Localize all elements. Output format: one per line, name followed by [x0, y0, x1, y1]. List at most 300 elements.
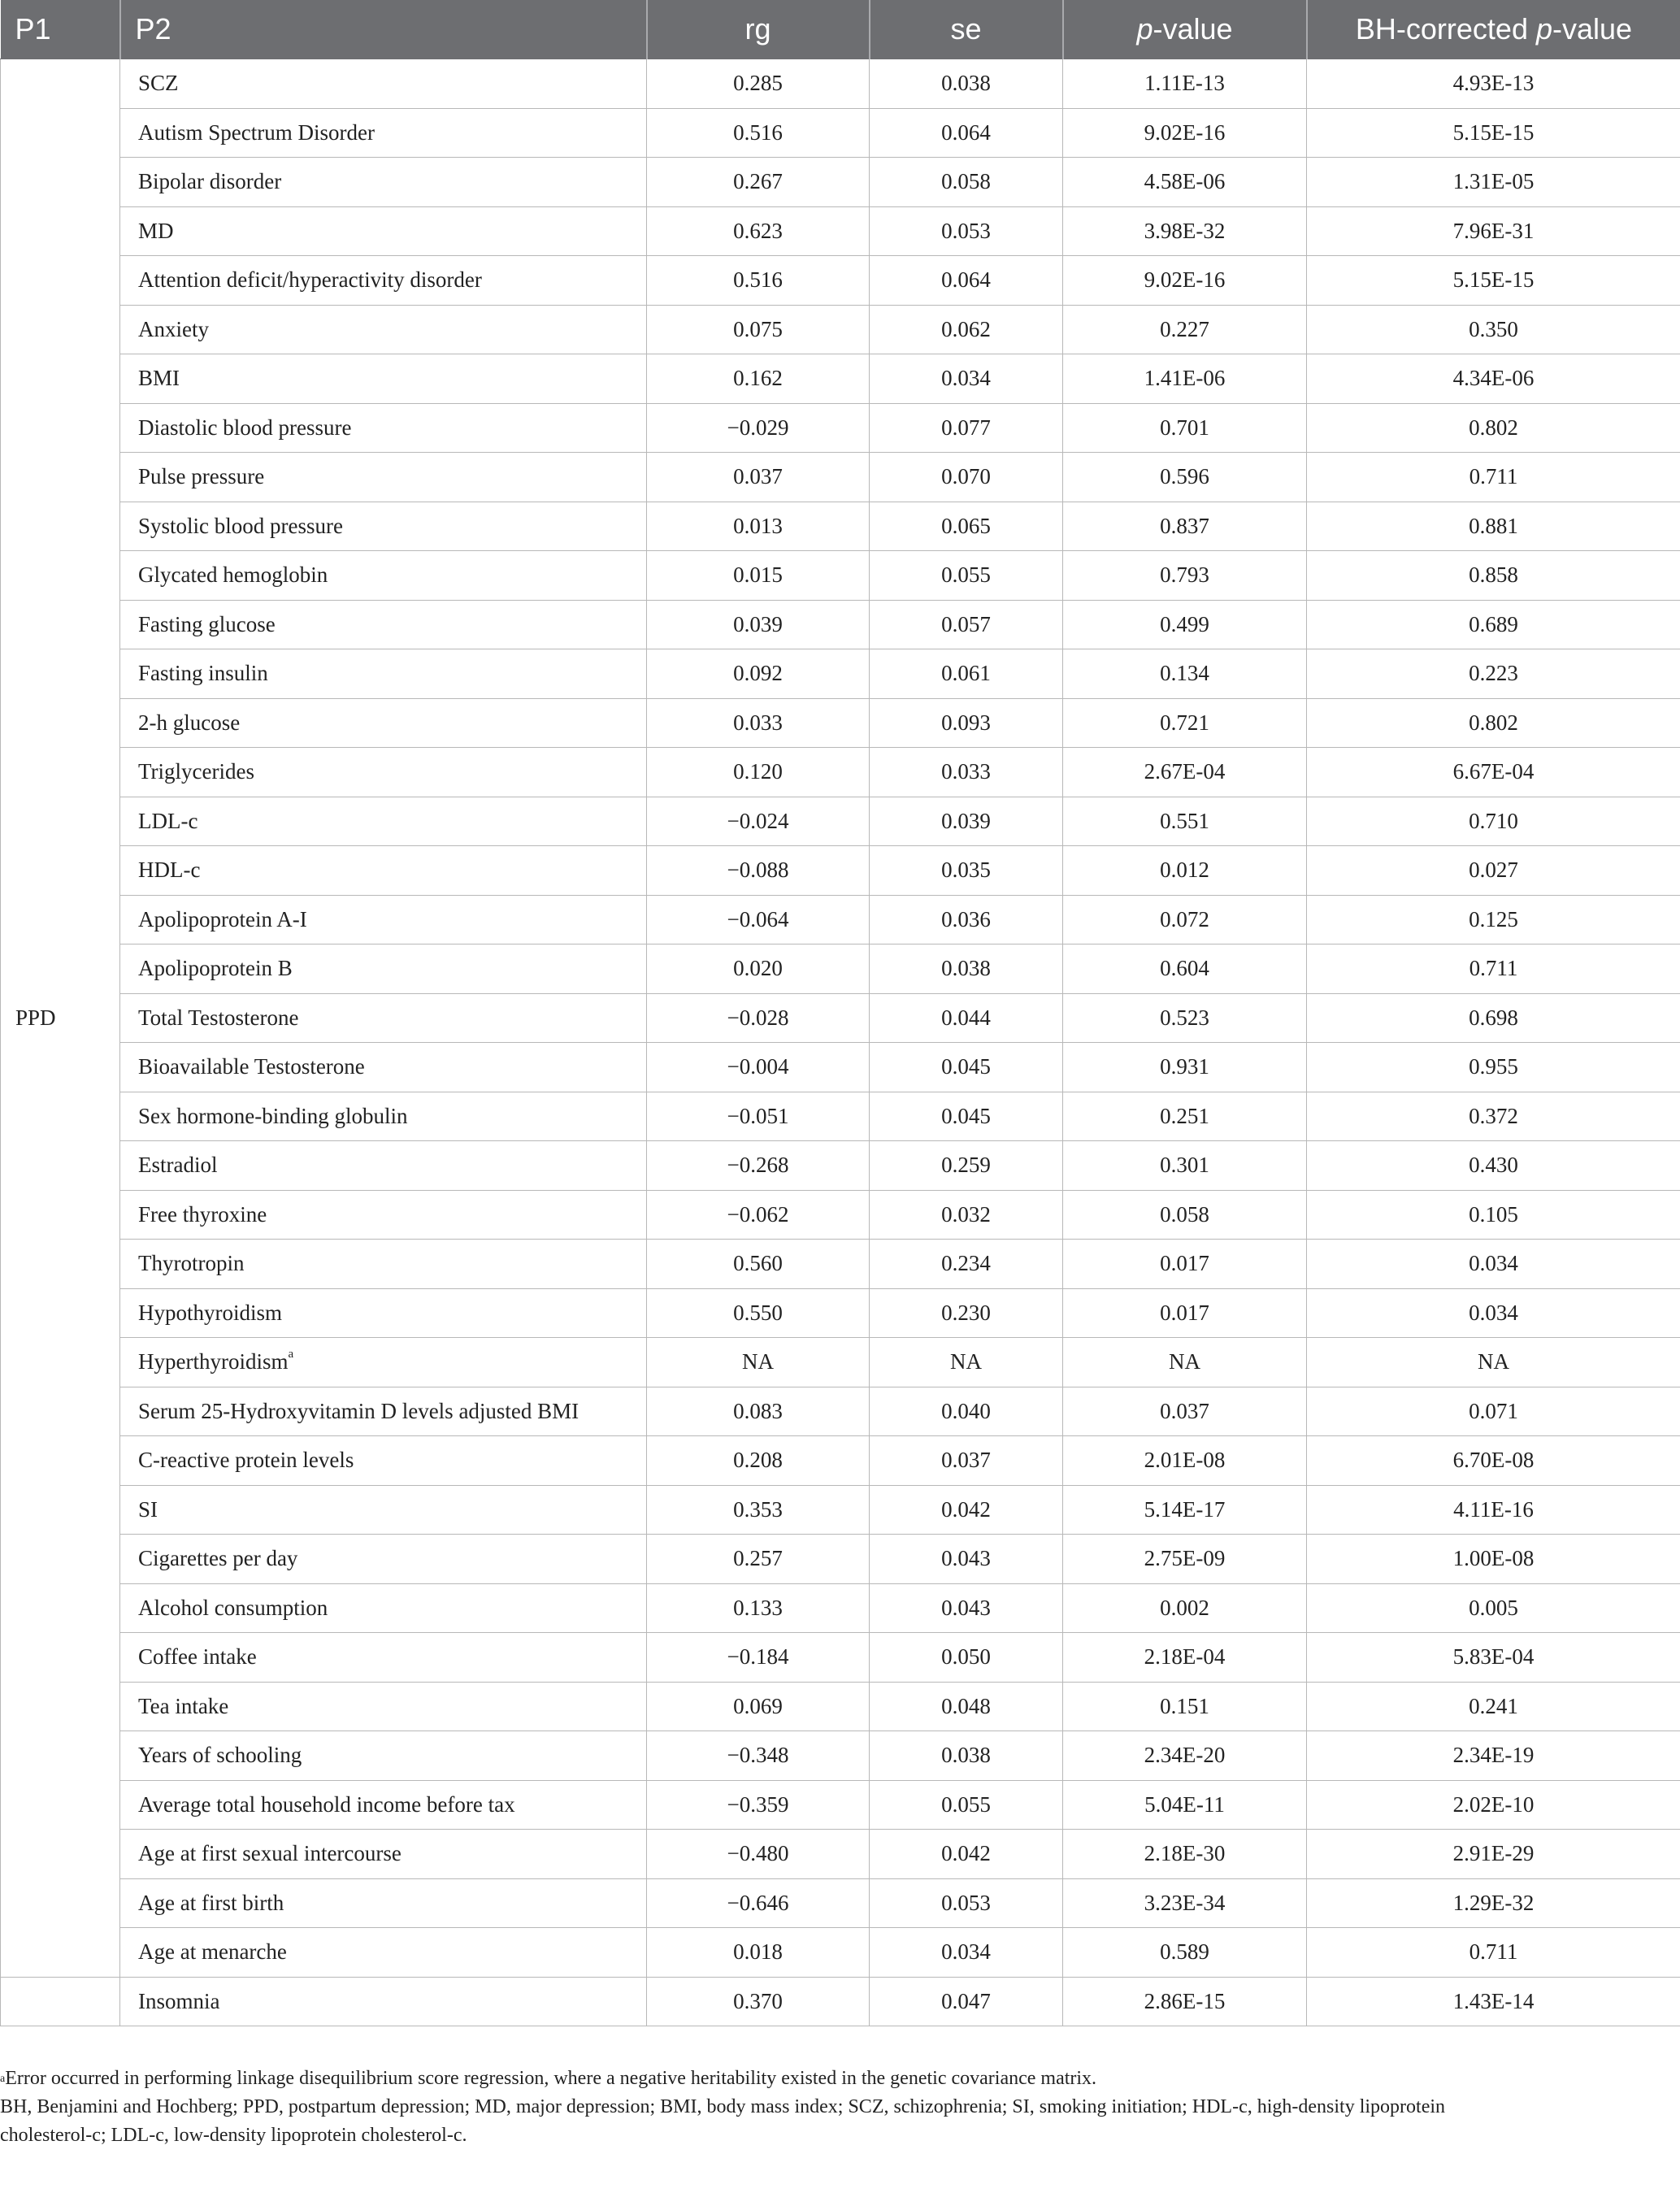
bh-pvalue-cell: 0.350 [1307, 305, 1680, 354]
table-row [1, 403, 1680, 453]
se-cell: 0.034 [870, 1928, 1063, 1978]
table-row [1, 1387, 1680, 1436]
p2-cell [120, 1780, 647, 1830]
se-cell: 0.234 [870, 1240, 1063, 1289]
se-cell: 0.042 [870, 1830, 1063, 1879]
p2-label: Years of schooling [138, 1743, 302, 1768]
p2-cell [120, 1240, 647, 1289]
p2-label: Hyperthyroidism [138, 1349, 289, 1374]
p2-cell [120, 1043, 647, 1092]
pvalue-cell: 2.18E-30 [1063, 1830, 1307, 1879]
se-cell: 0.038 [870, 944, 1063, 994]
table-row [1, 1682, 1680, 1731]
se-cell: 0.055 [870, 551, 1063, 601]
se-cell: 0.037 [870, 1436, 1063, 1486]
se-cell: 0.055 [870, 1780, 1063, 1830]
pvalue-cell: 0.012 [1063, 846, 1307, 896]
header-pvalue-rest: -value [1153, 12, 1233, 46]
se-cell: 0.040 [870, 1387, 1063, 1436]
p1-cell [1, 1977, 120, 2026]
p2-cell [120, 1878, 647, 1928]
p2-label: Hypothyroidism [138, 1300, 283, 1325]
p2-cell [120, 1288, 647, 1338]
rg-cell: −0.064 [647, 895, 870, 944]
table-row [1, 1240, 1680, 1289]
p2-label: Anxiety [138, 316, 209, 341]
table-row [1, 1190, 1680, 1240]
footnote-abbreviations-2: cholesterol-c; LDL-c, low-density lipoprotein cholesterol-c. [0, 2125, 467, 2146]
pvalue-cell: 0.017 [1063, 1240, 1307, 1289]
se-cell: 0.038 [870, 1731, 1063, 1781]
p2-cell [120, 1190, 647, 1240]
bh-pvalue-cell: 0.698 [1307, 993, 1680, 1043]
bh-pvalue-cell: 0.711 [1307, 944, 1680, 994]
se-cell: 0.045 [870, 1043, 1063, 1092]
table-row [1, 1338, 1680, 1387]
table-row [1, 600, 1680, 649]
rg-cell: 0.039 [647, 600, 870, 649]
header-p1: P1 [1, 0, 120, 59]
se-cell: 0.033 [870, 748, 1063, 797]
table-row [1, 1780, 1680, 1830]
header-pvalue [1063, 0, 1307, 59]
se-cell: 0.058 [870, 158, 1063, 207]
se-cell: 0.053 [870, 1878, 1063, 1928]
bh-pvalue-cell: 0.881 [1307, 502, 1680, 551]
se-cell: 0.047 [870, 1977, 1063, 2026]
se-cell: 0.043 [870, 1535, 1063, 1584]
p2-cell [120, 600, 647, 649]
pvalue-cell: 2.67E-04 [1063, 748, 1307, 797]
bh-pvalue-cell: 4.93E-13 [1307, 59, 1680, 109]
table-row [1, 305, 1680, 354]
table-row [1, 1535, 1680, 1584]
p2-cell [120, 256, 647, 306]
rg-cell: −0.028 [647, 993, 870, 1043]
p2-cell [120, 944, 647, 994]
pvalue-cell: 0.793 [1063, 551, 1307, 601]
se-cell: 0.061 [870, 649, 1063, 699]
se-cell: 0.042 [870, 1485, 1063, 1535]
p2-label: HDL-c [138, 858, 201, 883]
table-row [1, 158, 1680, 207]
p2-cell [120, 895, 647, 944]
pvalue-cell: 5.14E-17 [1063, 1485, 1307, 1535]
p2-label: BMI [138, 366, 180, 391]
se-cell: 0.057 [870, 600, 1063, 649]
pvalue-cell: 0.058 [1063, 1190, 1307, 1240]
pvalue-cell: 0.151 [1063, 1682, 1307, 1731]
rg-cell: −0.480 [647, 1830, 870, 1879]
p2-label: Tea intake [138, 1693, 229, 1718]
p2-label: Average total household income before tax [138, 1791, 515, 1817]
bh-pvalue-cell: 5.15E-15 [1307, 256, 1680, 306]
table-row [1, 108, 1680, 158]
p2-label: Apolipoprotein B [138, 956, 293, 981]
table-row [1, 846, 1680, 896]
bh-pvalue-cell: 0.372 [1307, 1092, 1680, 1141]
pvalue-cell: 0.134 [1063, 649, 1307, 699]
p2-cell [120, 1633, 647, 1683]
p2-label: C-reactive protein levels [138, 1448, 354, 1473]
p2-cell [120, 1387, 647, 1436]
table-row [1, 748, 1680, 797]
table-row [1, 944, 1680, 994]
p2-cell [120, 354, 647, 404]
bh-pvalue-cell: 1.29E-32 [1307, 1878, 1680, 1928]
p2-cell [120, 502, 647, 551]
pvalue-cell: 0.551 [1063, 797, 1307, 846]
header-row [1, 0, 1680, 59]
bh-pvalue-cell: 4.11E-16 [1307, 1485, 1680, 1535]
rg-cell: 0.133 [647, 1583, 870, 1633]
pvalue-cell: 0.523 [1063, 993, 1307, 1043]
p2-label: SCZ [138, 71, 179, 96]
se-cell: 0.045 [870, 1092, 1063, 1141]
bh-pvalue-cell: 7.96E-31 [1307, 206, 1680, 256]
pvalue-cell: 2.01E-08 [1063, 1436, 1307, 1486]
p2-label: Fasting glucose [138, 611, 276, 636]
bh-pvalue-cell: 1.00E-08 [1307, 1535, 1680, 1584]
se-cell: 0.065 [870, 502, 1063, 551]
header-rg: rg [647, 0, 870, 59]
p2-cell [120, 846, 647, 896]
rg-cell: −0.024 [647, 797, 870, 846]
pvalue-cell: 0.072 [1063, 895, 1307, 944]
bh-pvalue-cell: 0.125 [1307, 895, 1680, 944]
se-cell: 0.036 [870, 895, 1063, 944]
pvalue-cell: 0.301 [1063, 1141, 1307, 1191]
bh-pvalue-cell: 0.689 [1307, 600, 1680, 649]
p2-cell [120, 1535, 647, 1584]
p2-label: Diastolic blood pressure [138, 415, 352, 440]
p2-cell [120, 698, 647, 748]
rg-cell: −0.268 [647, 1141, 870, 1191]
table-row [1, 354, 1680, 404]
table-header [1, 0, 1680, 59]
se-cell: 0.032 [870, 1190, 1063, 1240]
se-cell: 0.259 [870, 1141, 1063, 1191]
rg-cell: 0.015 [647, 551, 870, 601]
bh-pvalue-cell: 0.034 [1307, 1288, 1680, 1338]
bh-pvalue-cell: 0.027 [1307, 846, 1680, 896]
p2-label: Systolic blood pressure [138, 513, 343, 538]
p2-label: Triglycerides [138, 759, 254, 784]
p2-label: Apolipoprotein A-I [138, 906, 307, 931]
rg-cell: 0.075 [647, 305, 870, 354]
p2-cell: Insomnia [120, 1977, 647, 2026]
se-cell: 0.064 [870, 256, 1063, 306]
rg-cell: 0.033 [647, 698, 870, 748]
p2-label: Age at first birth [138, 1890, 284, 1915]
p2-label: Total Testosterone [138, 1005, 299, 1030]
rg-cell: −0.359 [647, 1780, 870, 1830]
rg-cell: 0.353 [647, 1485, 870, 1535]
se-cell: 0.034 [870, 354, 1063, 404]
footnote-abbreviations-1: BH, Benjamini and Hochberg; PPD, postpartum depression; MD, major depression; BMI, body mass index; SCZ, schizophrenia; SI, smoking initiation; HDL-c, high-density lipoprotein [0, 2096, 1446, 2117]
p2-cell [120, 158, 647, 207]
p2-cell [120, 551, 647, 601]
p1-group-cell: PPD [1, 59, 120, 1978]
rg-cell: NA [647, 1338, 870, 1387]
rg-cell: −0.646 [647, 1878, 870, 1928]
bh-pvalue-cell: 0.105 [1307, 1190, 1680, 1240]
rg-cell: −0.062 [647, 1190, 870, 1240]
table-row [1, 256, 1680, 306]
pvalue-cell: 0.227 [1063, 305, 1307, 354]
se-cell: 0.039 [870, 797, 1063, 846]
se-cell: 0.048 [870, 1682, 1063, 1731]
se-cell: 0.062 [870, 305, 1063, 354]
rg-cell: 0.018 [647, 1928, 870, 1978]
table-row [1, 1092, 1680, 1141]
bh-pvalue-cell: 6.67E-04 [1307, 748, 1680, 797]
rg-cell: 0.069 [647, 1682, 870, 1731]
footnote-a-text: Error occurred in performing linkage disequilibrium score regression, where a negative heritability existed in the genetic covariance matrix. [5, 2068, 1097, 2089]
pvalue-cell: 4.58E-06 [1063, 158, 1307, 207]
header-pvalue-p: p [1136, 12, 1153, 46]
pvalue-cell: 9.02E-16 [1063, 256, 1307, 306]
rg-cell: 0.083 [647, 1387, 870, 1436]
bh-pvalue-cell: 0.711 [1307, 1928, 1680, 1978]
p2-cell [120, 403, 647, 453]
table-footnotes [0, 2065, 1658, 2150]
p2-label: Sex hormone-binding globulin [138, 1103, 408, 1128]
table-row [1, 1977, 1680, 2026]
se-cell: 0.064 [870, 108, 1063, 158]
table-row [1, 649, 1680, 699]
se-cell: 0.230 [870, 1288, 1063, 1338]
rg-cell: 0.516 [647, 108, 870, 158]
bh-pvalue-cell: 0.223 [1307, 649, 1680, 699]
rg-cell: 0.092 [647, 649, 870, 699]
rg-cell: −0.004 [647, 1043, 870, 1092]
header-bh-rest: -value [1552, 12, 1633, 46]
bh-pvalue-cell: 1.31E-05 [1307, 158, 1680, 207]
p2-label: Alcohol consumption [138, 1595, 328, 1620]
table-row [1, 1583, 1680, 1633]
header-bh-p: p [1535, 12, 1553, 46]
table-row [1, 1485, 1680, 1535]
bh-pvalue-cell: 4.34E-06 [1307, 354, 1680, 404]
se-cell: 0.093 [870, 698, 1063, 748]
p2-cell [120, 108, 647, 158]
bh-pvalue-cell: 0.711 [1307, 453, 1680, 502]
bh-pvalue-cell: 0.710 [1307, 797, 1680, 846]
bh-pvalue-cell: 0.071 [1307, 1387, 1680, 1436]
p2-cell [120, 453, 647, 502]
p2-cell [120, 1928, 647, 1978]
bh-pvalue-cell: 2.34E-19 [1307, 1731, 1680, 1781]
se-cell: 0.044 [870, 993, 1063, 1043]
table-row [1, 1731, 1680, 1781]
p2-cell [120, 1338, 647, 1387]
p2-cell [120, 305, 647, 354]
rg-cell: 0.162 [647, 354, 870, 404]
se-cell: NA [870, 1338, 1063, 1387]
rg-cell: −0.184 [647, 1633, 870, 1683]
p2-label: Bipolar disorder [138, 169, 282, 194]
bh-pvalue-cell: 0.802 [1307, 698, 1680, 748]
pvalue-cell: 0.251 [1063, 1092, 1307, 1141]
header-bh-prefix: BH-corrected [1355, 12, 1536, 46]
header-p2: P2 [120, 0, 647, 59]
se-cell: 0.070 [870, 453, 1063, 502]
bh-pvalue-cell: 0.241 [1307, 1682, 1680, 1731]
pvalue-cell: 0.037 [1063, 1387, 1307, 1436]
bh-pvalue-cell: 5.83E-04 [1307, 1633, 1680, 1683]
bh-pvalue-cell: 0.430 [1307, 1141, 1680, 1191]
pvalue-cell: 0.017 [1063, 1288, 1307, 1338]
p2-cell [120, 1830, 647, 1879]
p2-cell [120, 59, 647, 109]
pvalue-cell: 3.98E-32 [1063, 206, 1307, 256]
pvalue-cell: 2.86E-15 [1063, 1977, 1307, 2026]
p2-label: Serum 25-Hydroxyvitamin D levels adjusted BMI [138, 1398, 580, 1423]
p2-label: Attention deficit/hyperactivity disorder [138, 267, 482, 293]
header-se: se [870, 0, 1063, 59]
rg-cell: −0.051 [647, 1092, 870, 1141]
pvalue-cell: NA [1063, 1338, 1307, 1387]
p2-label: Bioavailable Testosterone [138, 1054, 365, 1079]
bh-pvalue-cell: 0.955 [1307, 1043, 1680, 1092]
bh-pvalue-cell: 6.70E-08 [1307, 1436, 1680, 1486]
pvalue-cell: 0.002 [1063, 1583, 1307, 1633]
table-row [1, 1830, 1680, 1879]
bh-pvalue-cell: NA [1307, 1338, 1680, 1387]
p2-label: Pulse pressure [138, 464, 265, 489]
footnote-a-marker: a [0, 2073, 6, 2085]
rg-cell: 0.623 [647, 206, 870, 256]
p2-cell [120, 1092, 647, 1141]
rg-cell: 0.208 [647, 1436, 870, 1486]
table-row [1, 797, 1680, 846]
p2-label: Coffee intake [138, 1644, 257, 1670]
table-row [1, 895, 1680, 944]
table-row [1, 1633, 1680, 1683]
pvalue-cell: 2.75E-09 [1063, 1535, 1307, 1584]
table-row [1, 1928, 1680, 1978]
rg-cell: 0.267 [647, 158, 870, 207]
bh-pvalue-cell: 0.034 [1307, 1240, 1680, 1289]
p2-cell [120, 1485, 647, 1535]
table-row [1, 1043, 1680, 1092]
bh-pvalue-cell: 2.02E-10 [1307, 1780, 1680, 1830]
p2-cell [120, 797, 647, 846]
rg-cell: 0.560 [647, 1240, 870, 1289]
p2-cell [120, 1682, 647, 1731]
p2-cell [120, 993, 647, 1043]
pvalue-cell: 0.499 [1063, 600, 1307, 649]
table-row [1, 59, 1680, 109]
p2-cell [120, 1731, 647, 1781]
bh-pvalue-cell: 0.802 [1307, 403, 1680, 453]
bh-pvalue-cell: 0.858 [1307, 551, 1680, 601]
pvalue-cell: 2.34E-20 [1063, 1731, 1307, 1781]
p2-cell [120, 1583, 647, 1633]
p2-label: MD [138, 218, 174, 243]
se-cell: 0.050 [870, 1633, 1063, 1683]
table-row [1, 1288, 1680, 1338]
se-cell: 0.043 [870, 1583, 1063, 1633]
rg-cell: 0.257 [647, 1535, 870, 1584]
rg-cell: 0.550 [647, 1288, 870, 1338]
table-row [1, 502, 1680, 551]
p2-label: 2-h glucose [138, 710, 241, 735]
p2-label: Free thyroxine [138, 1201, 267, 1227]
p2-cell [120, 649, 647, 699]
se-cell: 0.038 [870, 59, 1063, 109]
bh-pvalue-cell: 5.15E-15 [1307, 108, 1680, 158]
p2-label: Estradiol [138, 1153, 218, 1178]
p2-cell [120, 206, 647, 256]
rg-cell: −0.348 [647, 1731, 870, 1781]
rg-cell: 0.020 [647, 944, 870, 994]
p2-cell [120, 1141, 647, 1191]
bh-pvalue-cell: 0.005 [1307, 1583, 1680, 1633]
p2-label: Age at first sexual intercourse [138, 1841, 402, 1866]
table-row [1, 1878, 1680, 1928]
pvalue-cell: 0.604 [1063, 944, 1307, 994]
pvalue-cell: 1.11E-13 [1063, 59, 1307, 109]
p2-cell [120, 1436, 647, 1486]
pvalue-cell: 0.837 [1063, 502, 1307, 551]
pvalue-cell: 1.41E-06 [1063, 354, 1307, 404]
pvalue-cell: 5.04E-11 [1063, 1780, 1307, 1830]
table-body [1, 59, 1680, 2026]
p2-label: Fasting insulin [138, 661, 268, 686]
rg-cell: 0.285 [647, 59, 870, 109]
se-cell: 0.077 [870, 403, 1063, 453]
table-row [1, 698, 1680, 748]
pvalue-cell: 0.721 [1063, 698, 1307, 748]
pvalue-cell: 0.596 [1063, 453, 1307, 502]
table-row [1, 993, 1680, 1043]
p2-label: SI [138, 1496, 158, 1522]
rg-cell: −0.088 [647, 846, 870, 896]
pvalue-cell: 2.18E-04 [1063, 1633, 1307, 1683]
pvalue-cell: 3.23E-34 [1063, 1878, 1307, 1928]
se-cell: 0.053 [870, 206, 1063, 256]
pvalue-cell: 0.931 [1063, 1043, 1307, 1092]
rg-cell: 0.516 [647, 256, 870, 306]
footnote-marker: a [288, 1348, 294, 1361]
rg-cell: 0.370 [647, 1977, 870, 2026]
table-row [1, 1436, 1680, 1486]
rg-cell: −0.029 [647, 403, 870, 453]
rg-cell: 0.037 [647, 453, 870, 502]
table-row [1, 551, 1680, 601]
p2-cell [120, 748, 647, 797]
header-bh-pvalue [1307, 0, 1680, 59]
pvalue-cell: 0.589 [1063, 1928, 1307, 1978]
rg-cell: 0.120 [647, 748, 870, 797]
p2-label: Cigarettes per day [138, 1546, 298, 1571]
p2-label: Thyrotropin [138, 1251, 245, 1276]
p2-label: LDL-c [138, 808, 198, 833]
bh-pvalue-cell: 2.91E-29 [1307, 1830, 1680, 1879]
table-row [1, 1141, 1680, 1191]
rg-cell: 0.013 [647, 502, 870, 551]
p2-label: Age at menarche [138, 1939, 287, 1965]
footnote-a [0, 2065, 1658, 2093]
p2-label: Autism Spectrum Disorder [138, 119, 375, 145]
bh-pvalue-cell: 1.43E-14 [1307, 1977, 1680, 2026]
pvalue-cell: 9.02E-16 [1063, 108, 1307, 158]
p2-label: Glycated hemoglobin [138, 562, 328, 588]
se-cell: 0.035 [870, 846, 1063, 896]
table-row [1, 206, 1680, 256]
